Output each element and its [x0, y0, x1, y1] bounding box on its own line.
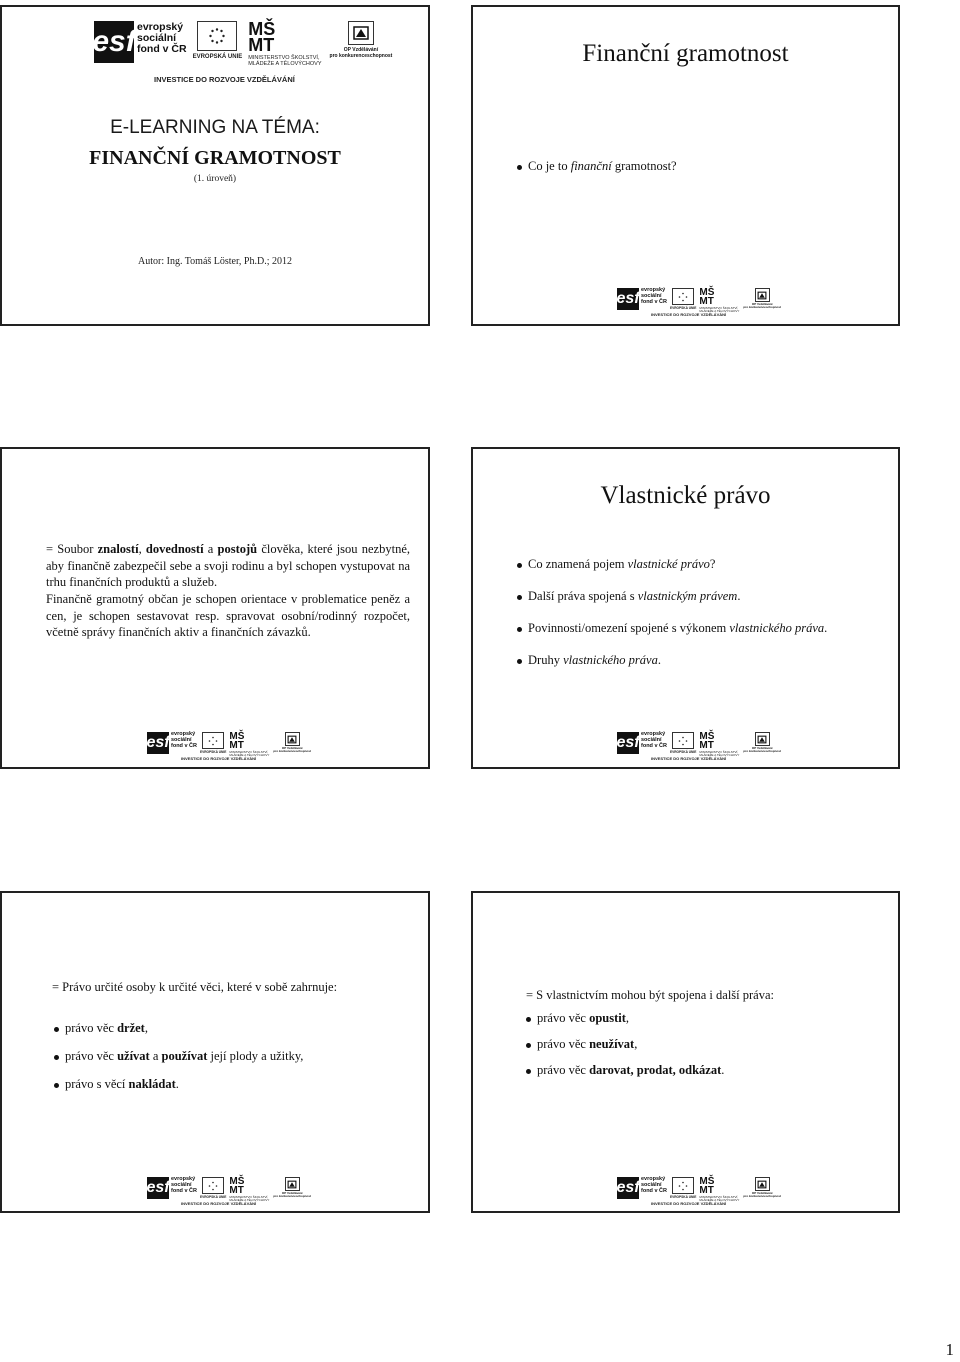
- esf-mark: esf: [617, 288, 639, 310]
- bullet-list: [517, 557, 827, 668]
- op-logo: [273, 732, 311, 754]
- msmt-logo: [699, 732, 739, 758]
- msmt-mark: MŠ MT: [229, 1176, 245, 1196]
- op-icon: [285, 1177, 300, 1191]
- eu-caption: EVROPSKÁ UNIE: [669, 750, 697, 754]
- eu-logo: [670, 1177, 696, 1199]
- op-icon: [755, 732, 770, 746]
- op-caption: OP Vzdělávání pro konkurenceschopnost: [743, 1191, 782, 1199]
- esf-text: evropský sociální fond v ČR: [171, 731, 197, 749]
- eu-logo: [193, 21, 243, 60]
- bullet-list: [517, 159, 677, 174]
- presentation-title: FINANČNÍ GRAMOTNOST: [89, 147, 341, 169]
- slide-title-page: [0, 5, 430, 326]
- op-icon: [285, 732, 300, 746]
- eu-caption: EVROPSKÁ UNIE: [669, 306, 697, 310]
- slide-vlastnicke-pravo: [471, 447, 900, 769]
- list-item: právo věc darovat, prodat, odkázat.: [526, 1063, 724, 1078]
- op-caption: OP Vzdělávání pro konkurenceschopnost: [273, 746, 312, 754]
- op-caption: OP Vzdělávání pro konkurenceschopnost: [329, 47, 393, 59]
- op-icon: [348, 21, 374, 45]
- intro-paragraph: = Právo určité osoby k určité věci, které v sobě zahrnuje:: [52, 980, 338, 994]
- invest-caption: INVESTICE DO ROZVOJE VZDĚLÁVÁNÍ: [181, 756, 257, 761]
- eu-flag-icon: [197, 21, 237, 51]
- eu-flag-icon: [202, 732, 224, 749]
- list-item: Co je to finanční gramotnost?: [517, 159, 677, 174]
- msmt-caption: MINISTERSTVO ŠKOLSTVÍ, MLÁDEŽE A TĚLOVÝCHOVY: [248, 55, 322, 68]
- eu-flag-icon: [202, 1177, 224, 1194]
- list-item: právo věc neužívat,: [526, 1037, 724, 1052]
- op-caption: OP Vzdělávání pro konkurenceschopnost: [743, 746, 782, 754]
- op-logo: [330, 21, 393, 59]
- list-item: Co znamená pojem vlastnické právo?: [517, 557, 827, 572]
- slide-title: Finanční gramotnost: [582, 40, 789, 67]
- op-logo: [743, 1177, 781, 1199]
- msmt-caption: MINISTERSTVO ŠKOLSTVÍ, MLÁDEŽE A TĚLOVÝCHOVY: [229, 750, 270, 758]
- slide-financni-gramotnost: [471, 5, 900, 326]
- eu-caption: EVROPSKÁ UNIE: [199, 750, 227, 754]
- op-logo: [273, 1177, 311, 1199]
- op-caption: OP Vzdělávání pro konkurenceschopnost: [743, 302, 782, 310]
- msmt-logo: [248, 21, 321, 67]
- project-logo: [617, 732, 781, 758]
- esf-mark: esf: [147, 1177, 169, 1199]
- eu-logo: [670, 288, 696, 310]
- op-logo: [743, 732, 781, 754]
- op-icon: [755, 1177, 770, 1191]
- msmt-logo: [229, 1177, 269, 1203]
- presentation-level: (1. úroveň): [193, 174, 237, 184]
- esf-logo: [147, 732, 197, 754]
- msmt-mark: MŠ MT: [248, 19, 276, 56]
- invest-caption: INVESTICE DO ROZVOJE VZDĚLÁVÁNÍ: [651, 312, 727, 317]
- op-icon: [755, 288, 770, 302]
- list-item: Povinnosti/omezení spojené s výkonem vlastnického práva.: [517, 621, 827, 636]
- project-logo: [147, 732, 311, 758]
- esf-text: evropský sociální fond v ČR: [137, 21, 187, 56]
- slide-title: Vlastnické právo: [600, 482, 771, 509]
- op-logo: [743, 288, 781, 310]
- list-item: Další práva spojená s vlastnickým právem.: [517, 589, 827, 604]
- esf-mark: esf: [617, 732, 639, 754]
- eu-flag-icon: [672, 288, 694, 305]
- invest-caption: INVESTICE DO ROZVOJE VZDĚLÁVÁNÍ: [651, 1201, 727, 1206]
- slide-pravo-definition: [0, 891, 430, 1213]
- eu-caption: EVROPSKÁ UNIE: [192, 54, 243, 60]
- esf-logo: [147, 1177, 197, 1199]
- esf-logo: [94, 21, 187, 63]
- invest-caption: INVESTICE DO ROZVOJE VZDĚLÁVÁNÍ: [651, 756, 727, 761]
- msmt-logo: [699, 288, 739, 314]
- eu-logo: [670, 732, 696, 754]
- msmt-caption: MINISTERSTVO ŠKOLSTVÍ, MLÁDEŽE A TĚLOVÝCHOVY: [229, 1195, 270, 1203]
- esf-logo: [617, 732, 667, 754]
- project-logo: [94, 21, 392, 67]
- definition-paragraph: = Soubor znalostí, dovedností a postojů člověka, které jsou nezbytné, aby finančně zabezpečil sebe a svoji rodinu a byl schopen vystupovat na trhu finančních produktů a služeb.: [46, 542, 410, 589]
- msmt-mark: MŠ MT: [229, 731, 245, 751]
- list-item: právo s věcí nakládat.: [54, 1077, 303, 1092]
- msmt-logo: [699, 1177, 739, 1203]
- esf-mark: esf: [94, 21, 134, 63]
- msmt-caption: MINISTERSTVO ŠKOLSTVÍ, MLÁDEŽE A TĚLOVÝCHOVY: [699, 1195, 740, 1203]
- project-logo: [617, 1177, 781, 1203]
- esf-logo: [617, 288, 667, 310]
- literate-citizen-paragraph: Finančně gramotný občan je schopen orientace v problematice peněz a cen, je schopen sestavovat resp. spravovat osobní/rodinný rozpočet, včetně správy finančních aktiv a finančních závazků.: [46, 592, 410, 639]
- esf-text: evropský sociální fond v ČR: [641, 287, 667, 305]
- bullet-list: [54, 1021, 303, 1092]
- esf-logo: [617, 1177, 667, 1199]
- intro-paragraph: = S vlastnictvím mohou být spojena i další práva:: [526, 988, 774, 1002]
- msmt-mark: MŠ MT: [699, 731, 715, 751]
- bullet-list: [526, 1011, 724, 1078]
- eu-caption: EVROPSKÁ UNIE: [199, 1195, 227, 1199]
- eu-flag-icon: [672, 732, 694, 749]
- list-item: Druhy vlastnického práva.: [517, 653, 827, 668]
- esf-mark: esf: [147, 732, 169, 754]
- eu-caption: EVROPSKÁ UNIE: [669, 1195, 697, 1199]
- eu-logo: [200, 1177, 226, 1199]
- esf-text: evropský sociální fond v ČR: [641, 1176, 667, 1194]
- msmt-mark: MŠ MT: [699, 287, 715, 307]
- author-line: Autor: Ing. Tomáš Löster, Ph.D.; 2012: [138, 256, 292, 267]
- msmt-caption: MINISTERSTVO ŠKOLSTVÍ, MLÁDEŽE A TĚLOVÝCHOVY: [699, 306, 740, 314]
- list-item: právo věc opustit,: [526, 1011, 724, 1026]
- esf-mark: esf: [617, 1177, 639, 1199]
- project-logo: [617, 288, 781, 314]
- invest-caption: INVESTICE DO ROZVOJE VZDĚLÁVÁNÍ: [154, 75, 295, 84]
- msmt-logo: [229, 732, 269, 758]
- presentation-subtitle: E-LEARNING NA TÉMA:: [110, 117, 320, 138]
- invest-caption: INVESTICE DO ROZVOJE VZDĚLÁVÁNÍ: [181, 1201, 257, 1206]
- eu-flag-icon: [672, 1177, 694, 1194]
- esf-text: evropský sociální fond v ČR: [641, 731, 667, 749]
- slide-dalsi-prava: [471, 891, 900, 1213]
- eu-logo: [200, 732, 226, 754]
- msmt-caption: MINISTERSTVO ŠKOLSTVÍ, MLÁDEŽE A TĚLOVÝCHOVY: [699, 750, 740, 758]
- op-caption: OP Vzdělávání pro konkurenceschopnost: [273, 1191, 312, 1199]
- msmt-mark: MŠ MT: [699, 1176, 715, 1196]
- slide-definition: [0, 447, 430, 769]
- list-item: právo věc užívat a používat její plody a užitky,: [54, 1049, 303, 1064]
- esf-text: evropský sociální fond v ČR: [171, 1176, 197, 1194]
- project-logo: [147, 1177, 311, 1203]
- page-number: 1: [945, 1340, 954, 1359]
- list-item: právo věc držet,: [54, 1021, 303, 1036]
